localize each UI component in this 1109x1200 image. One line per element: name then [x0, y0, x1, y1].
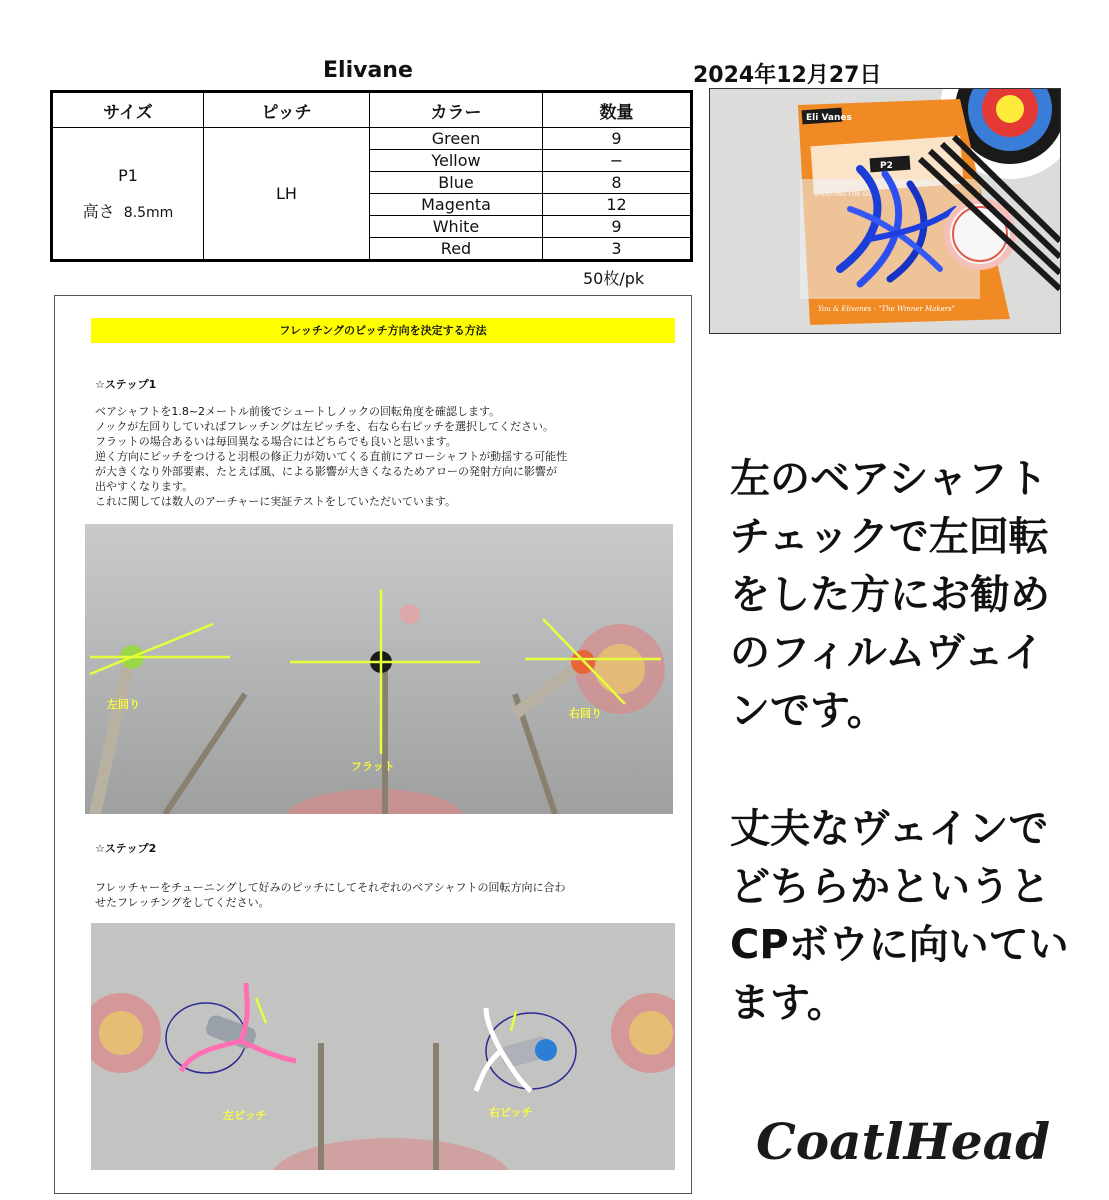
step1-line: が大きくなり外部要素、たとえば風、による影響が大きくなるためアローの発射方向に影響が [95, 465, 557, 478]
step1-text [95, 404, 675, 509]
promo-line: 丈夫なヴェインで [730, 806, 1049, 852]
qty-cell: 8 [543, 172, 692, 194]
step1-line: フラットの場合あるいは毎回異なる場合にはどちらでも良いと思います。 [95, 435, 457, 448]
step2-line: フレッチャーをチューニングして好みのピッチにしてそれぞれのベアシャフトの回転方向に合わ [95, 881, 566, 894]
step1-line: 出やすくなります。 [95, 480, 194, 493]
promo-line: 左のベアシャフト [730, 456, 1048, 502]
step2-text [95, 880, 675, 910]
promo-line: ます。 [730, 980, 847, 1026]
color-cell: Red [370, 238, 543, 261]
brand-signature: CoatlHead [756, 1112, 1051, 1171]
color-cell: Yellow [370, 150, 543, 172]
promo-line: ンです。 [730, 688, 887, 734]
col-header-size: サイズ [52, 92, 204, 128]
size-cell [52, 128, 204, 261]
promo-line: のフィルムヴェイ [730, 630, 1044, 676]
col-header-color: カラー [370, 92, 543, 128]
label-left-pitch: 左ピッチ [223, 1109, 267, 1122]
step1-line: ベアシャフトを1.8~2メートル前後でシュートしノックの回転角度を確認します。 [95, 405, 501, 418]
label-left-rotation: 左回り [107, 698, 140, 711]
height-value: 8.5mm [123, 204, 174, 221]
step1-line: これに関しては数人のアーチャーに実証テストをしていただいています。 [95, 495, 457, 508]
label-flat: フラット [351, 760, 395, 773]
product-photo-illustration [710, 89, 1060, 333]
promo-line: をした方にお勧め [730, 572, 1050, 618]
qty-cell: 9 [543, 216, 692, 238]
color-cell: Blue [370, 172, 543, 194]
height-info [53, 199, 203, 222]
nock-rotation-photo [85, 524, 673, 814]
promo-text-1 [730, 450, 1090, 740]
height-label: 高さ [82, 201, 115, 221]
pitch-value: LH [204, 128, 370, 261]
fletching-pitch-photo [91, 923, 675, 1170]
promo-text-2 [730, 800, 1090, 1032]
product-photo [709, 88, 1061, 334]
qty-cell: 3 [543, 238, 692, 261]
pkg-tagline: You & Elivanes - "The Winner Makers" [818, 305, 955, 313]
color-cell: Green [370, 128, 543, 150]
qty-cell: 12 [543, 194, 692, 216]
date-label: 2024年12月27日 [693, 63, 882, 88]
col-header-qty: 数量 [543, 92, 692, 128]
promo-line: どちらかというと [730, 864, 1050, 910]
label-right-rotation: 右回り [569, 707, 602, 720]
color-cell: Magenta [370, 194, 543, 216]
step2-line: せたフレッチングをしてください。 [95, 896, 270, 909]
step2-title: ☆ステップ2 [95, 842, 157, 855]
product-name: Elivane [323, 58, 413, 83]
pkg-logo: Eli Vanes [806, 113, 852, 123]
pack-note: 50枚/pk [583, 269, 645, 288]
size-value: P1 [118, 165, 138, 185]
instruction-document [54, 295, 692, 1194]
step1-line: 逆く方向にピッチをつけると羽根の修正力が効いてくる直前にアローシャフトが動揺する可能性 [95, 450, 568, 463]
pkg-size: P2 [880, 161, 893, 171]
col-header-pitch: ピッチ [204, 92, 370, 128]
spec-table [50, 90, 693, 262]
label-right-pitch: 右ピッチ [489, 1106, 533, 1119]
qty-cell: 9 [543, 128, 692, 150]
step1-title: ☆ステップ1 [95, 378, 157, 391]
promo-line: CPボウに向いてい [730, 922, 1069, 968]
doc-heading: フレッチングのピッチ方向を決定する方法 [91, 318, 675, 343]
qty-cell: − [543, 150, 692, 172]
color-cell: White [370, 216, 543, 238]
step1-line: ノックが左回りしていればフレッチングは左ピッチを、右なら右ピッチを選択してください。 [95, 420, 555, 433]
promo-line: チェックで左回転 [730, 514, 1049, 560]
